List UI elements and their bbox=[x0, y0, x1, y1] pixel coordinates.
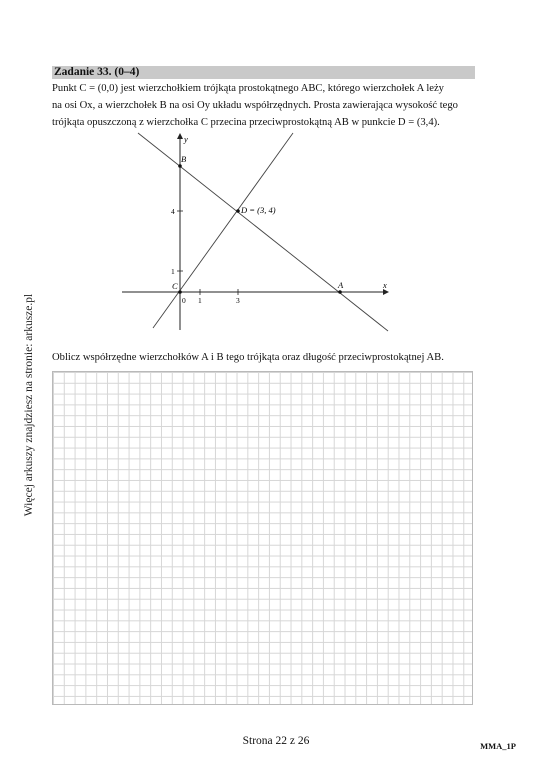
label-tick-1y: 1 bbox=[171, 267, 175, 276]
task-line-3: trójkąta opuszczoną z wierzchołka C przecina przeciwprostokątną AB w punkcie D = (3,4). bbox=[52, 117, 440, 128]
label-tick-4y: 4 bbox=[171, 207, 175, 216]
point-c bbox=[178, 290, 182, 294]
label-axis-x: x bbox=[383, 280, 387, 290]
task-line-1: Punkt C = (0,0) jest wierzchołkiem trójkąta prostokątnego ABC, którego wierzchołek A leży bbox=[52, 83, 444, 94]
label-tick-0: 0 bbox=[182, 296, 186, 305]
task-line-2: na osi Ox, a wierzchołek B na osi Oy układu współrzędnych. Prosta zawierająca wysokość tego bbox=[52, 100, 458, 111]
point-d bbox=[236, 209, 240, 213]
label-c: C bbox=[172, 281, 178, 291]
point-a bbox=[338, 290, 342, 294]
line-cd bbox=[153, 133, 293, 328]
point-b bbox=[178, 164, 182, 168]
label-axis-y: y bbox=[184, 134, 188, 144]
side-note: Więcej arkuszy znajdziesz na stronie: arkusze.pl bbox=[23, 293, 35, 517]
task-text bbox=[52, 80, 475, 131]
label-tick-3x: 3 bbox=[236, 296, 240, 305]
instruction-text: Oblicz współrzędne wierzchołków A i B tego trójkąta oraz długość przeciwprostokątnej AB. bbox=[52, 352, 444, 363]
task-title: Zadanie 33. (0–4) bbox=[52, 66, 475, 79]
label-a: A bbox=[338, 280, 344, 290]
line-ab bbox=[138, 133, 388, 331]
label-d: D = (3, 4) bbox=[241, 205, 276, 215]
label-tick-1x: 1 bbox=[198, 296, 202, 305]
coordinate-diagram bbox=[118, 128, 394, 334]
answer-grid[interactable] bbox=[52, 371, 473, 705]
exam-code: MMA_1P bbox=[480, 741, 516, 751]
page-number: Strona 22 z 26 bbox=[242, 735, 310, 747]
label-b: B bbox=[181, 154, 187, 164]
